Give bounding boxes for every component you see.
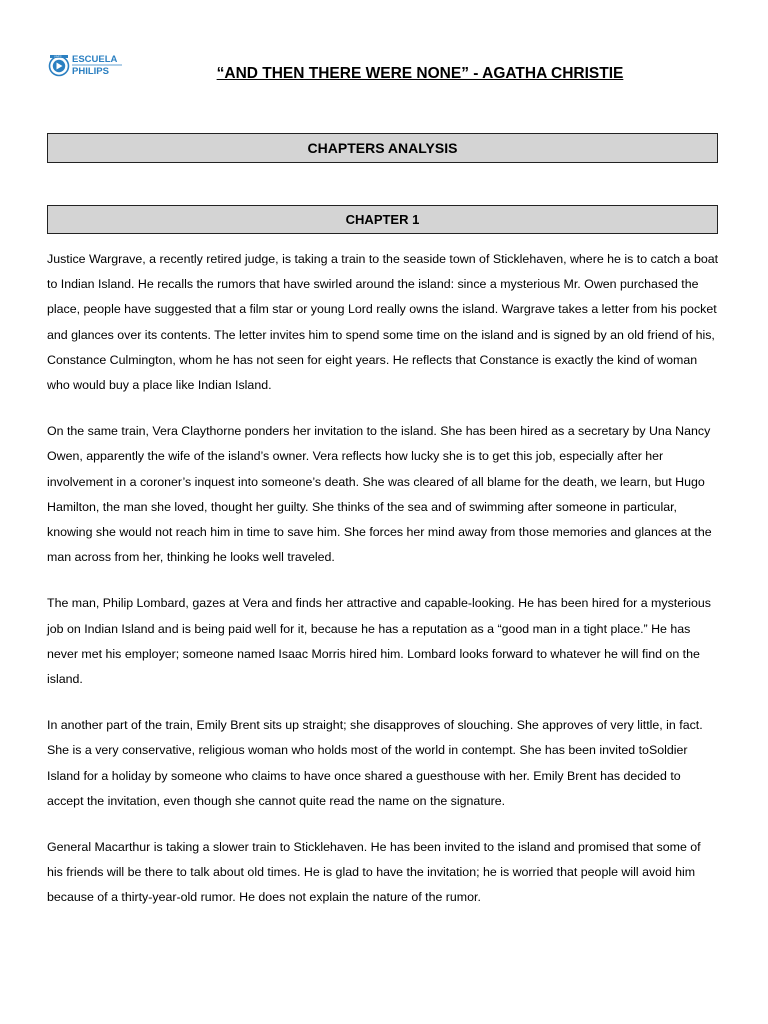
chapter-body bbox=[47, 247, 719, 932]
document-title: “AND THEN THERE WERE NONE” - AGATHA CHRISTIE bbox=[216, 65, 624, 82]
paragraph: In another part of the train, Emily Brent sits up straight; she disapproves of slouching. She approves of very little, in fact. She is a very conservative, religious woman who holds most of the world in contempt. She has been invited toSoldier Island for a holiday by someone who claims to have once shared a guesthouse with her. Emily Brent has decided to accept the invitation, even though she cannot quite read the name on the signature. bbox=[47, 718, 703, 808]
section-heading: CHAPTERS ANALYSIS bbox=[47, 133, 718, 163]
logo-line2: PHILIPS bbox=[72, 66, 109, 77]
school-logo-graphic bbox=[48, 50, 124, 82]
school-logo bbox=[48, 50, 124, 82]
logo-line1: ESCUELA bbox=[72, 54, 118, 65]
logo-tag-text: VIVES bbox=[54, 55, 62, 59]
chapter-heading: CHAPTER 1 bbox=[47, 205, 718, 234]
paragraph: General Macarthur is taking a slower train to Sticklehaven. He has been invited to the island and promised that some of his friends will be there to talk about old times. He is glad to have the invitation; he is worried that people will avoid him because of a thirty-year-old rumor. He does not explain the nature of the rumor. bbox=[47, 840, 701, 905]
paragraph: On the same train, Vera Claythorne ponders her invitation to the island. She has been hired as a secretary by Una Nancy Owen, apparently the wife of the island’s owner. Vera reflects how lucky she is to get this job, especially after her involvement in a coroner’s inquest into someone’s death. She was cleared of all blame for the death, we learn, but Hugo Hamilton, the man she loved, thought her guilty. She thinks of the sea and of swimming after someone in particular, knowing she would not reach him in time to save him. She forces her mind away from those memories and glances at the man across from her, thinking he looks well traveled. bbox=[47, 424, 712, 565]
paragraph: Justice Wargrave, a recently retired judge, is taking a train to the seaside town of Sticklehaven, where he is to catch a boat to Indian Island. He recalls the rumors that have swirled around the island: since a mysterious Mr. Owen purchased the place, people have suggested that a film star or young Lord really owns the island. Wargrave takes a letter from his pocket and glances over its contents. The letter invites him to spend some time on the island and is signed by an old friend of his, Constance Culmington, whom he has not seen for eight years. He reflects that Constance is exactly the kind of woman who would buy a place like Indian Island. bbox=[47, 252, 719, 393]
paragraph: The man, Philip Lombard, gazes at Vera and finds her attractive and capable-looking. He has been hired for a mysterious job on Indian Island and is being paid well for it, because he has a reputation as a “good man in a tight place.” He has never met his employer; someone named Isaac Morris hired him. Lombard looks forward to whatever he will find on the island. bbox=[47, 596, 711, 687]
